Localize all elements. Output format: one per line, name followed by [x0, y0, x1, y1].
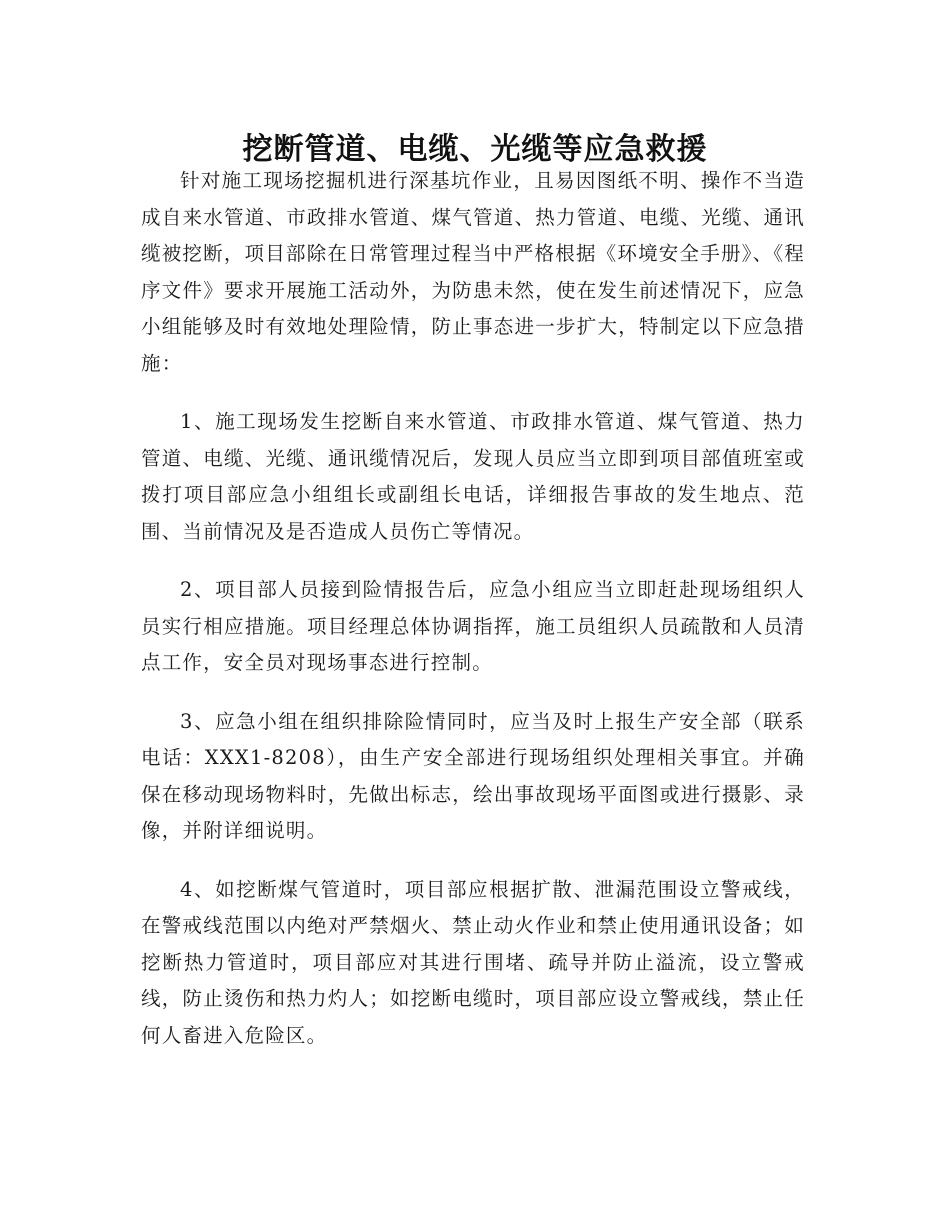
- measure-paragraph-4: 4、如挖断煤气管道时，项目部应根据扩散、泄漏范围设立警戒线，在警戒线范围以内绝对严禁烟火、禁止动火作业和禁止使用通讯设备；如挖断热力管道时，项目部应对其进行围堵、疏导并防止溢流，设立警戒线，防止烫伤和热力灼人；如挖断电缆时，项目部应设立警戒线，禁止任何人畜进入危险区。: [141, 877, 805, 1047]
- measure-paragraph-1: 1、施工现场发生挖断自来水管道、市政排水管道、煤气管道、热力管道、电缆、光缆、通讯缆情况后，发现人员应当立即到项目部值班室或拨打项目部应急小组组长或副组长电话，详细报告事故的发生地点、范围、当前情况及是否造成人员伤亡等情况。: [141, 410, 805, 543]
- measure-paragraph-2: 2、项目部人员接到险情报告后，应急小组应当立即赶赴现场组织人员实行相应措施。项目经理总体协调指挥，施工员组织人员疏散和人员清点工作，安全员对现场事态进行控制。: [141, 578, 805, 674]
- intro-paragraph: 针对施工现场挖掘机进行深基坑作业，且易因图纸不明、操作不当造成自来水管道、市政排水管道、煤气管道、热力管道、电缆、光缆、通讯缆被挖断，项目部除在日常管理过程当中严格根据《环境安全手册》、《程序文件》要求开展施工活动外，为防患未然，使在发生前述情况下，应急小组能够及时有效地处理险情，防止事态进一步扩大，特制定以下应急措施：: [141, 169, 805, 375]
- measure-paragraph-3: 3、应急小组在组织排除险情同时，应当及时上报生产安全部（联系电话：XXX1-8208），由生产安全部进行现场组织处理相关事宜。并确保在移动现场物料时，先做出标志，绘出事故现场平面图或进行摄影、录像，并附详细说明。: [141, 709, 805, 842]
- document-body: [141, 163, 805, 1054]
- document-title: 挖断管道、电缆、光缆等应急救援: [242, 132, 708, 168]
